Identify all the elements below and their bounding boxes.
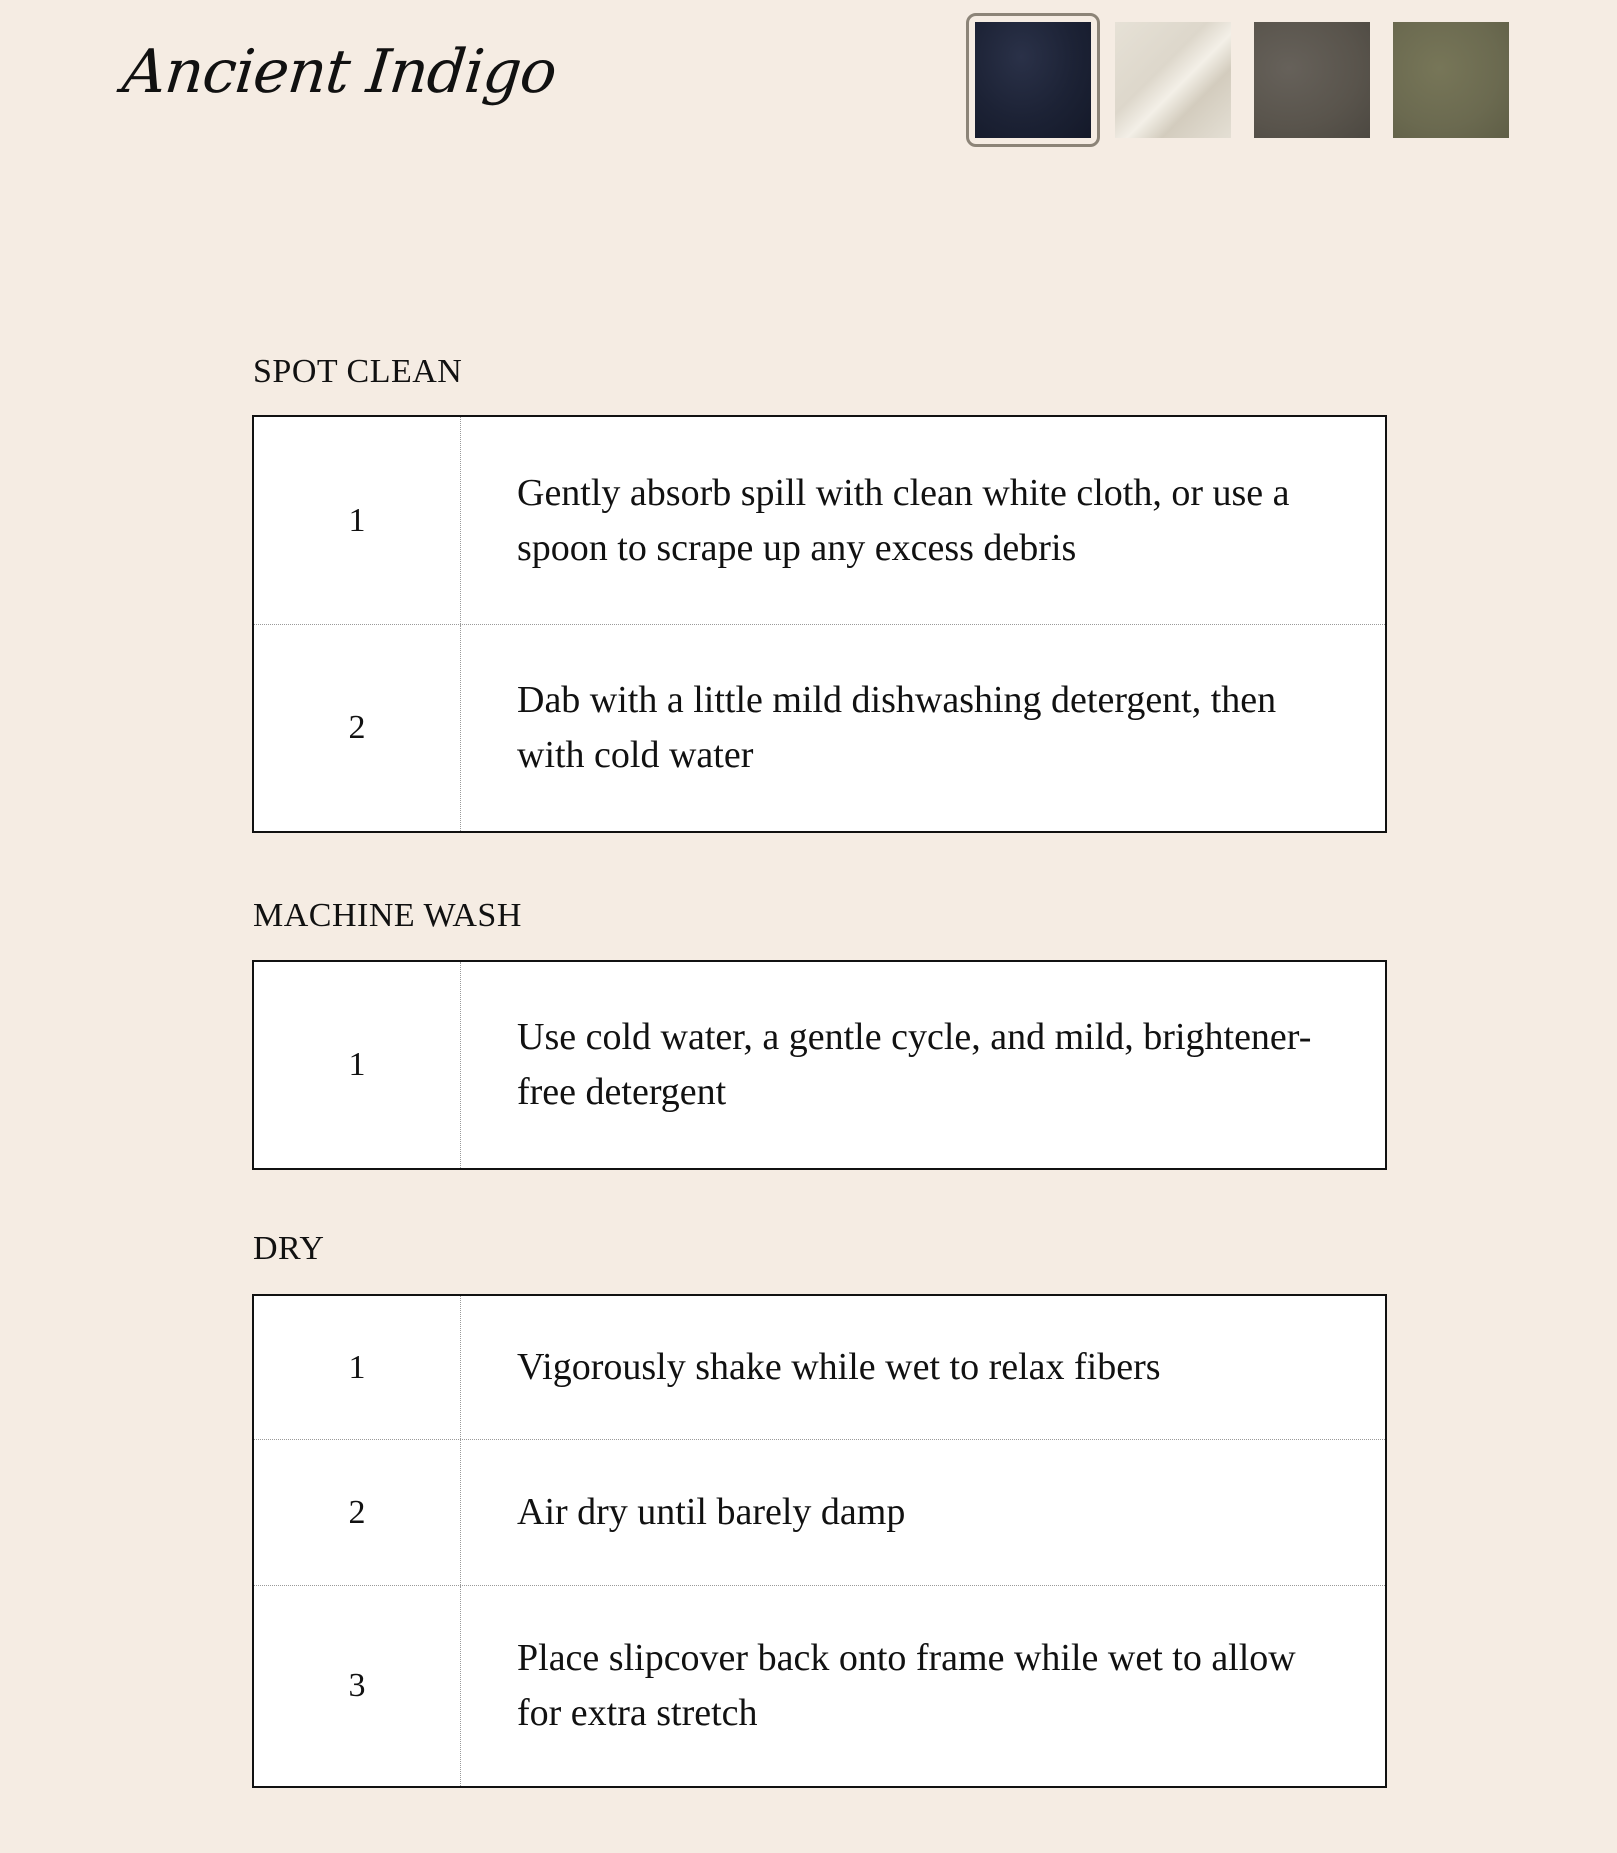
step-number: 2 — [254, 1440, 461, 1585]
step-text: Dab with a little mild dishwashing detergent, then with cold water — [517, 679, 1277, 776]
care-table-spot-clean — [252, 415, 1387, 833]
care-row — [254, 417, 1385, 625]
swatch-indigo-fill — [975, 22, 1091, 138]
swatch-olive[interactable] — [1393, 22, 1509, 138]
step-text-cell — [461, 417, 1385, 624]
care-row — [254, 625, 1385, 831]
care-row — [254, 1440, 1385, 1586]
step-text: Gently absorb spill with clean white cloth, or use a spoon to scrape up any excess debris — [517, 471, 1290, 569]
section-label-spot-clean: SPOT CLEAN — [253, 353, 463, 390]
step-text-cell — [461, 1586, 1385, 1786]
swatch-olive-fill — [1393, 22, 1509, 138]
step-text: Vigorously shake while wet to relax fibers — [517, 1346, 1161, 1388]
swatch-natural[interactable] — [1115, 22, 1231, 138]
product-title: Ancient Indigo — [119, 37, 560, 107]
step-text: Place slipcover back onto frame while wet to allow for extra stretch — [517, 1637, 1296, 1734]
care-row — [254, 1296, 1385, 1440]
step-text-cell — [461, 625, 1385, 831]
care-row — [254, 1586, 1385, 1786]
care-table-machine-wash — [252, 960, 1387, 1170]
step-number: 3 — [254, 1586, 461, 1786]
swatch-charcoal[interactable] — [1254, 22, 1370, 138]
step-text-cell — [461, 1296, 1385, 1439]
step-number: 2 — [254, 625, 461, 831]
swatch-natural-fill — [1115, 22, 1231, 138]
swatch-indigo[interactable] — [975, 22, 1091, 138]
step-text: Use cold water, a gentle cycle, and mild, brightener-free detergent — [517, 1016, 1312, 1113]
step-text-cell — [461, 962, 1385, 1168]
step-text: Air dry until barely damp — [517, 1491, 906, 1533]
care-row — [254, 962, 1385, 1168]
step-number: 1 — [254, 1296, 461, 1439]
care-table-dry — [252, 1294, 1387, 1788]
section-label-machine-wash: MACHINE WASH — [253, 897, 522, 934]
step-number: 1 — [254, 417, 461, 624]
section-label-dry: DRY — [253, 1230, 325, 1267]
color-swatches — [975, 22, 1510, 139]
step-text-cell — [461, 1440, 1385, 1585]
swatch-charcoal-fill — [1254, 22, 1370, 138]
step-number: 1 — [254, 962, 461, 1168]
